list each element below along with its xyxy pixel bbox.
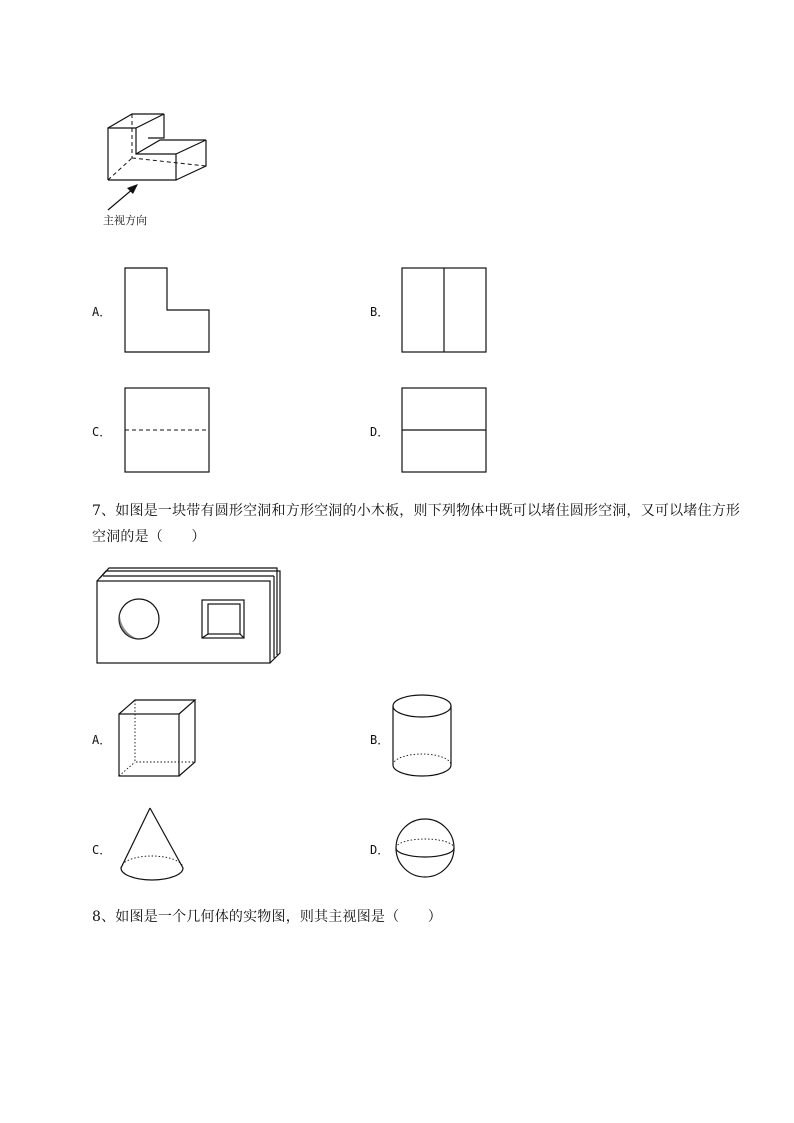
q6-option-b-split-vertical[interactable] bbox=[401, 267, 487, 353]
view-direction-caption: 主视方向 bbox=[103, 214, 147, 227]
q7-option-b-label[interactable]: B． bbox=[370, 733, 390, 747]
q7-option-c-label[interactable]: C． bbox=[92, 843, 112, 857]
q6-option-d-label[interactable]: D． bbox=[370, 425, 390, 439]
q6-option-b-label[interactable]: B． bbox=[370, 305, 390, 319]
q6-option-c-dashed-horizontal[interactable] bbox=[124, 387, 210, 473]
q6-option-d-split-horizontal[interactable] bbox=[401, 387, 487, 473]
q7-option-a-cube[interactable] bbox=[117, 698, 199, 780]
q7-option-c-cone[interactable] bbox=[118, 806, 188, 884]
q7-option-d-label[interactable]: D． bbox=[370, 843, 390, 857]
question-8-text: 8、如图是一个几何体的实物图，则其主视图是（ ） bbox=[92, 909, 442, 925]
q7-option-a-label[interactable]: A． bbox=[92, 733, 112, 747]
q6-option-a-l-shape[interactable] bbox=[124, 267, 210, 353]
question-7-text: 7、如图是一块带有圆形空洞和方形空洞的小木板，则下列物体中既可以堵住圆形空洞，又可以堵住方形空洞的是（ ） bbox=[92, 503, 741, 545]
q7-option-b-cylinder[interactable] bbox=[390, 693, 454, 781]
stepped-solid-figure bbox=[100, 108, 220, 198]
q6-option-a-label[interactable]: A． bbox=[92, 305, 112, 319]
q7-option-d-sphere[interactable] bbox=[393, 816, 457, 880]
board-with-holes-figure bbox=[94, 567, 284, 667]
q6-option-c-label[interactable]: C． bbox=[92, 425, 112, 439]
